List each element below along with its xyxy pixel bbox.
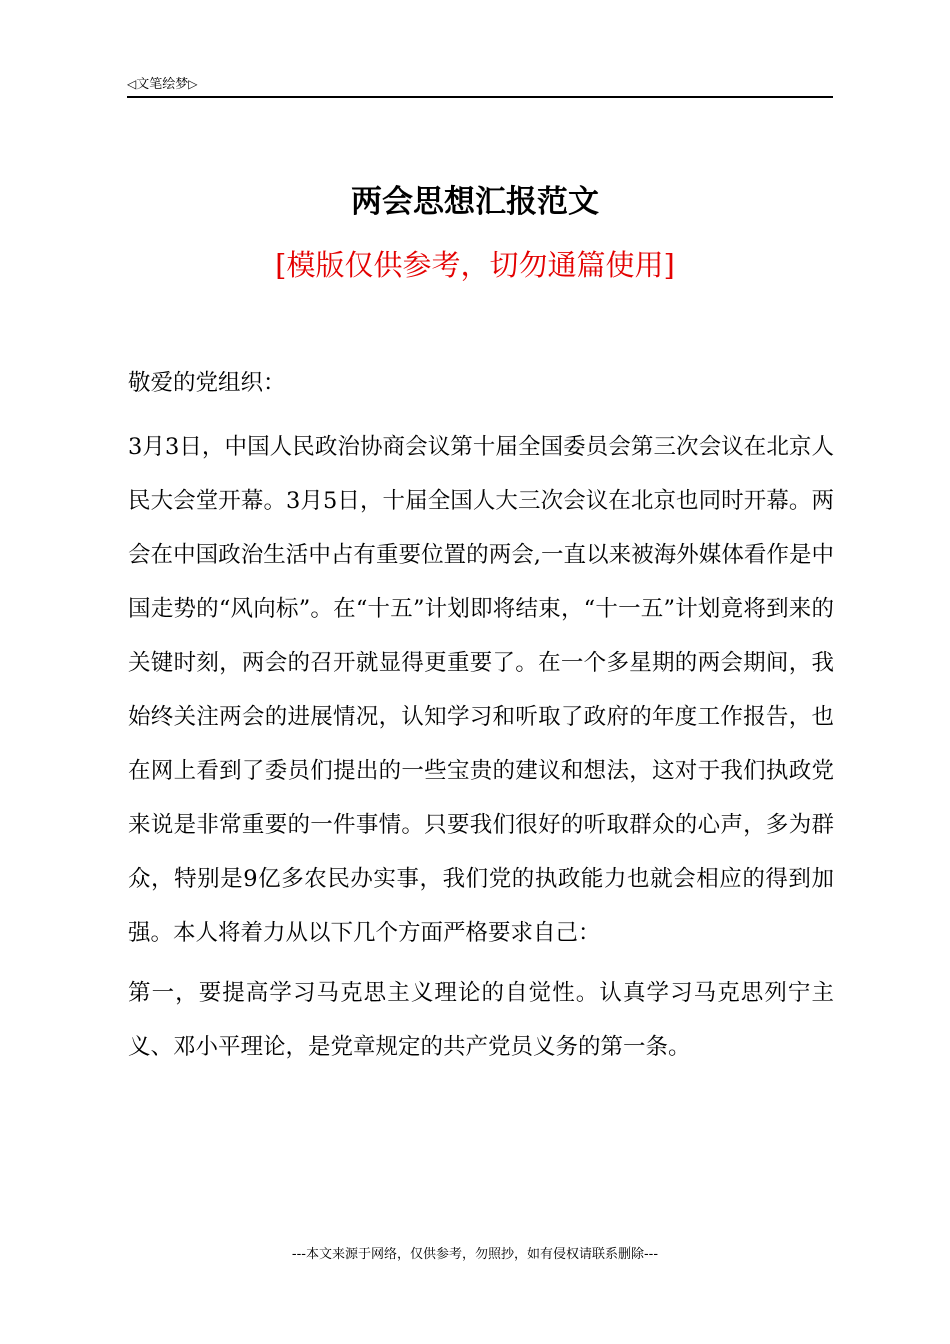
document-body — [128, 356, 834, 1074]
page-footer: ---本文来源于网络，仅供参考，勿照抄，如有侵权请联系删除--- — [291, 1247, 659, 1262]
document-title: 两会思想汇报范文 — [351, 184, 599, 220]
paragraph: 第一，要提高学习马克思主义理论的自觉性。认真学习马克思列宁主义、邓小平理论，是党章规定的共产党员义务的第一条。 — [128, 980, 834, 1060]
right-triangle-icon: ▷ — [188, 77, 198, 91]
page-header — [127, 74, 833, 98]
greeting: 敬爱的党组织： — [128, 370, 286, 396]
header-brand: 文笔绘梦 — [136, 77, 189, 92]
left-triangle-icon: ◁ — [127, 77, 137, 91]
template-notice: [模版仅供参考，切勿通篇使用] — [275, 248, 675, 282]
paragraph: 3月3日，中国人民政治协商会议第十届全国委员会第三次会议在北京人民大会堂开幕。3月5日，十届全国人大三次会议在北京也同时开幕。两会在中国政治生活中占有重要位置的两会,一直以来被海外媒体看作是中国走势的“风向标”。在“十五”计划即将结束，“十一五”计划竟将到来的关键时刻，两会的召开就显得更重要了。在一个多星期的两会期间，我始终关注两会的进展情况，认知学习和听取了政府的年度工作报告，也在网上看到了委员们提出的一些宝贵的建议和想法，这对于我们执政党来说是非常重要的一件事情。只要我们很好的听取群众的心声，多为群众，特别是9亿多农民办实事，我们党的执政能力也就会相应的得到加强。本人将着力从以下几个方面严格要求自己： — [128, 434, 834, 946]
